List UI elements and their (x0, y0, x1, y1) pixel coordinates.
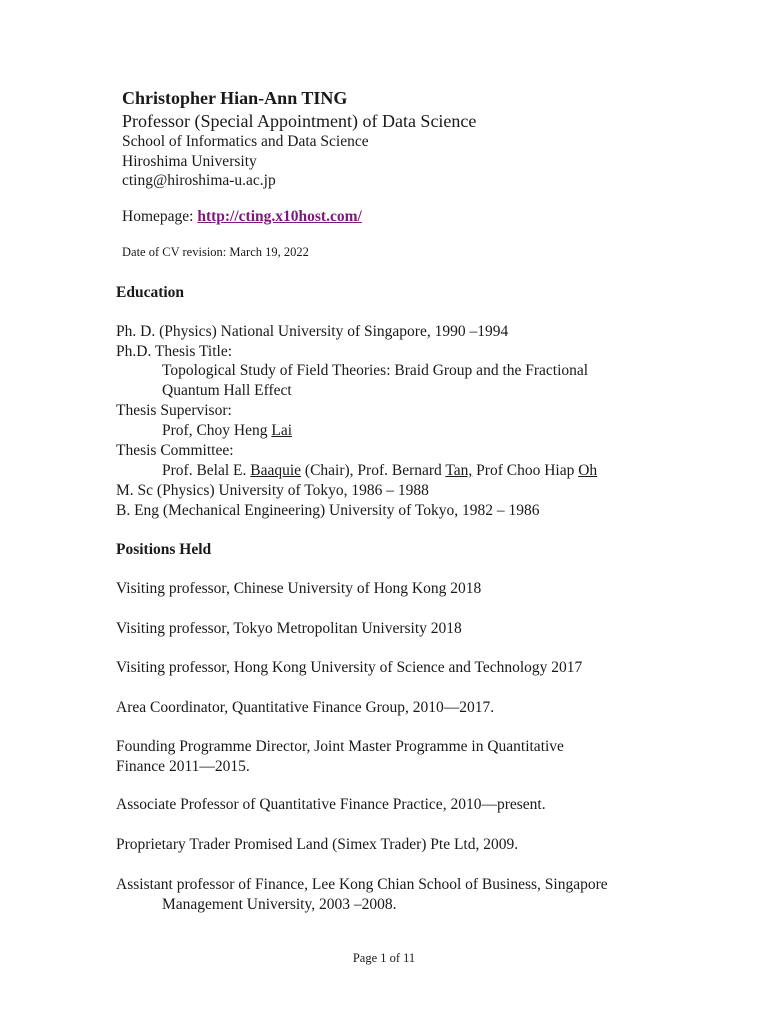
position-item: Proprietary Trader Promised Land (Simex Trader) Pte Ltd, 2009. (116, 836, 519, 853)
person-name: Christopher Hian-Ann TING (122, 88, 348, 108)
positions-heading: Positions Held (116, 541, 212, 558)
homepage-label: Homepage: (122, 208, 198, 225)
homepage-line (122, 207, 362, 227)
position-item: Area Coordinator, Quantitative Finance Group, 2010—2017. (116, 699, 495, 716)
committee-part2: (Chair), Prof. Bernard (301, 462, 446, 479)
position-item: Visiting professor, Chinese University of Hong Kong 2018 (116, 580, 482, 597)
education-phd: Ph. D. (Physics) National University of Singapore, 1990 –1994 (116, 323, 509, 340)
education-msc: M. Sc (Physics) University of Tokyo, 1986 – 1988 (116, 482, 429, 499)
committee-part1: Prof. Belal E. (162, 462, 251, 479)
committee-surname3: Oh (578, 462, 598, 479)
email-address: cting@hiroshima-u.ac.jp (122, 172, 276, 189)
supervisor-surname: Lai (271, 422, 293, 439)
page-number: Page 1 of 11 (352, 951, 416, 965)
position-item: Visiting professor, Hong Kong University of Science and Technology 2017 (116, 659, 583, 676)
education-beng: B. Eng (Mechanical Engineering) University of Tokyo, 1982 – 1986 (116, 502, 540, 519)
education-heading: Education (116, 284, 185, 301)
position-item: Visiting professor, Tokyo Metropolitan University 2018 (116, 620, 462, 637)
school-name: School of Informatics and Data Science (122, 133, 369, 150)
supervisor-name (162, 421, 292, 441)
committee-surname1: Baaquie (250, 462, 302, 479)
homepage-link[interactable]: http://cting.x10host.com/ (197, 208, 362, 225)
committee-label: Thesis Committee: (116, 442, 234, 459)
thesis-title-line2: Quantum Hall Effect (162, 382, 292, 399)
university-name: Hiroshima University (122, 153, 257, 170)
committee-part3: Prof Choo Hiap (472, 462, 579, 479)
position-item-line1: Founding Programme Director, Joint Master Programme in Quantitative (116, 738, 564, 755)
revision-date: Date of CV revision: March 19, 2022 (122, 245, 309, 259)
committee-surname2: Tan, (445, 462, 473, 479)
job-title: Professor (Special Appointment) of Data Science (122, 111, 477, 131)
position-item: Associate Professor of Quantitative Finance Practice, 2010—present. (116, 796, 546, 813)
thesis-title-line1: Topological Study of Field Theories: Braid Group and the Fractional (162, 362, 589, 379)
committee-members (162, 461, 597, 481)
supervisor-prefix: Prof, Choy Heng (162, 422, 272, 439)
supervisor-label: Thesis Supervisor: (116, 402, 232, 419)
thesis-title-label: Ph.D. Thesis Title: (116, 343, 233, 360)
position-item-line1: Assistant professor of Finance, Lee Kong Chian School of Business, Singapore (116, 876, 608, 893)
position-item-line2: Management University, 2003 –2008. (162, 896, 397, 913)
position-item-line2: Finance 2011—2015. (116, 758, 250, 775)
